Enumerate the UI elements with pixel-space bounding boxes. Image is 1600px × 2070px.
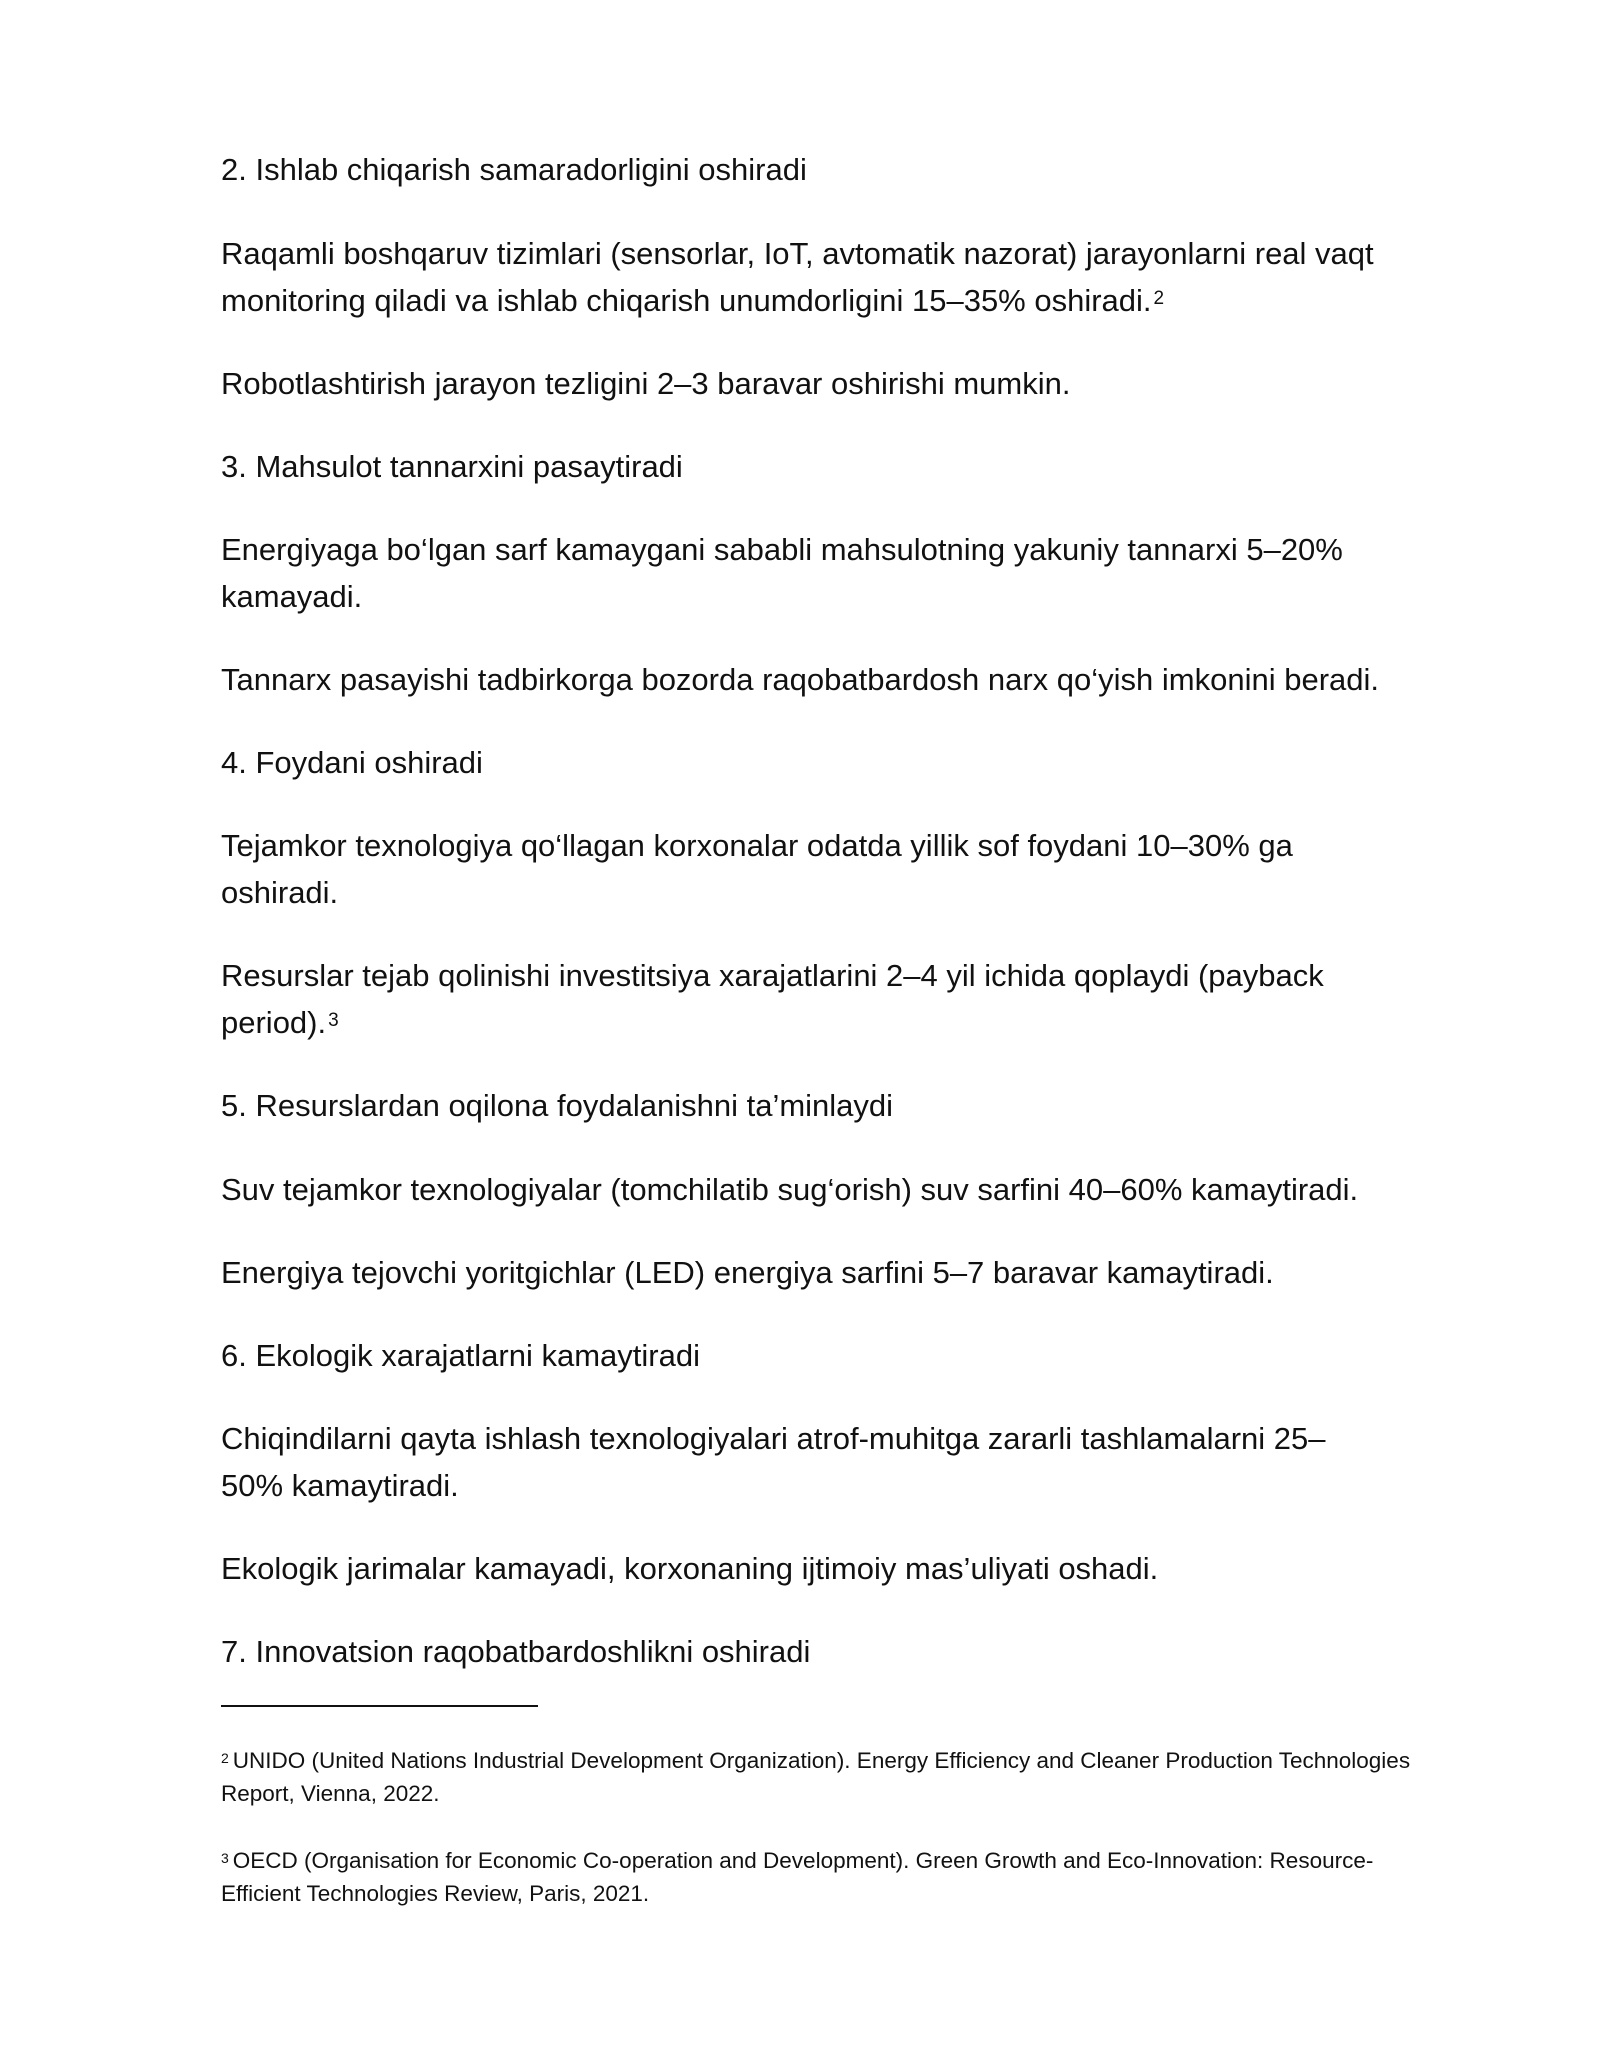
paragraph-line: Resurslar tejab qolinishi investitsiya xarajatlarini 2–4 yil ichida qoplaydi (payback [221,958,1324,993]
footnote-line: Efficient Technologies Review, Paris, 2021. [221,1881,650,1906]
section-heading: 6. Ekologik xarajatlarni kamaytiradi [221,1338,700,1373]
footnote-separator [221,1705,538,1707]
footnote-reference: 3 [328,1010,339,1031]
paragraph-line: Raqamli boshqaruv tizimlari (sensorlar, IoT, avtomatik nazorat) jarayonlarni real vaqt [221,236,1374,271]
section-heading: 5. Resurslardan oqilona foydalanishni ta’minlaydi [221,1088,894,1123]
footnote-number: 2 [221,1750,229,1766]
paragraph-line: Chiqindilarni qayta ishlash texnologiyalari atrof-muhitga zararli tashlamalarni 25– [221,1421,1326,1456]
footnote-line: $^3$ OECD (Organisation for Economic Co-operation and Development). Green Growth and Eco-Innovation: Resource- [221,1848,1374,1873]
paragraph-line: 50% kamaytiradi. [221,1468,459,1503]
paragraph-line: monitoring qiladi va ishlab chiqarish unumdorligini 15–35% oshiradi. $^2$ [221,283,1165,318]
section-heading: 4. Foydani oshiradi [221,745,483,780]
footnote-number: 3 [221,1850,229,1866]
footnote-line: Report, Vienna, 2022. [221,1781,440,1806]
paragraph-line: Suv tejamkor texnologiyalar (tomchilatib sug‘orish) suv sarfini 40–60% kamaytiradi. [221,1172,1359,1207]
paragraph-line: oshiradi. [221,875,339,910]
paragraph-line: Robotlashtirish jarayon tezligini 2–3 baravar oshirishi mumkin. [221,366,1071,401]
paragraph-line: Tejamkor texnologiya qo‘llagan korxonalar odatda yillik sof foydani 10–30% ga [221,828,1293,863]
footnote-line: $^2$ UNIDO (United Nations Industrial Development Organization). Energy Efficiency and Cleaner Production Technologies [221,1748,1411,1773]
paragraph-line: Energiya tejovchi yoritgichlar (LED) energiya sarfini 5–7 baravar kamaytiradi. [221,1255,1274,1290]
footnote-reference: 2 [1153,288,1165,309]
paragraph-line: kamayadi. [221,579,363,614]
paragraph-line: Tannarx pasayishi tadbirkorga bozorda raqobatbardosh narx qo‘yish imkonini beradi. [221,662,1380,697]
paragraph-line: Energiyaga bo‘lgan sarf kamaygani sababli mahsulotning yakuniy tannarxi 5–20% [221,532,1343,567]
section-heading: 7. Innovatsion raqobatbardoshlikni oshiradi [221,1634,811,1669]
paragraph-line: Ekologik jarimalar kamayadi, korxonaning ijtimoiy mas’uliyati oshadi. [221,1551,1159,1586]
section-heading: 2. Ishlab chiqarish samaradorligini oshiradi [221,152,807,187]
section-heading: 3. Mahsulot tannarxini pasaytiradi [221,449,683,484]
paragraph-line: period). $^3$ [221,1005,339,1040]
